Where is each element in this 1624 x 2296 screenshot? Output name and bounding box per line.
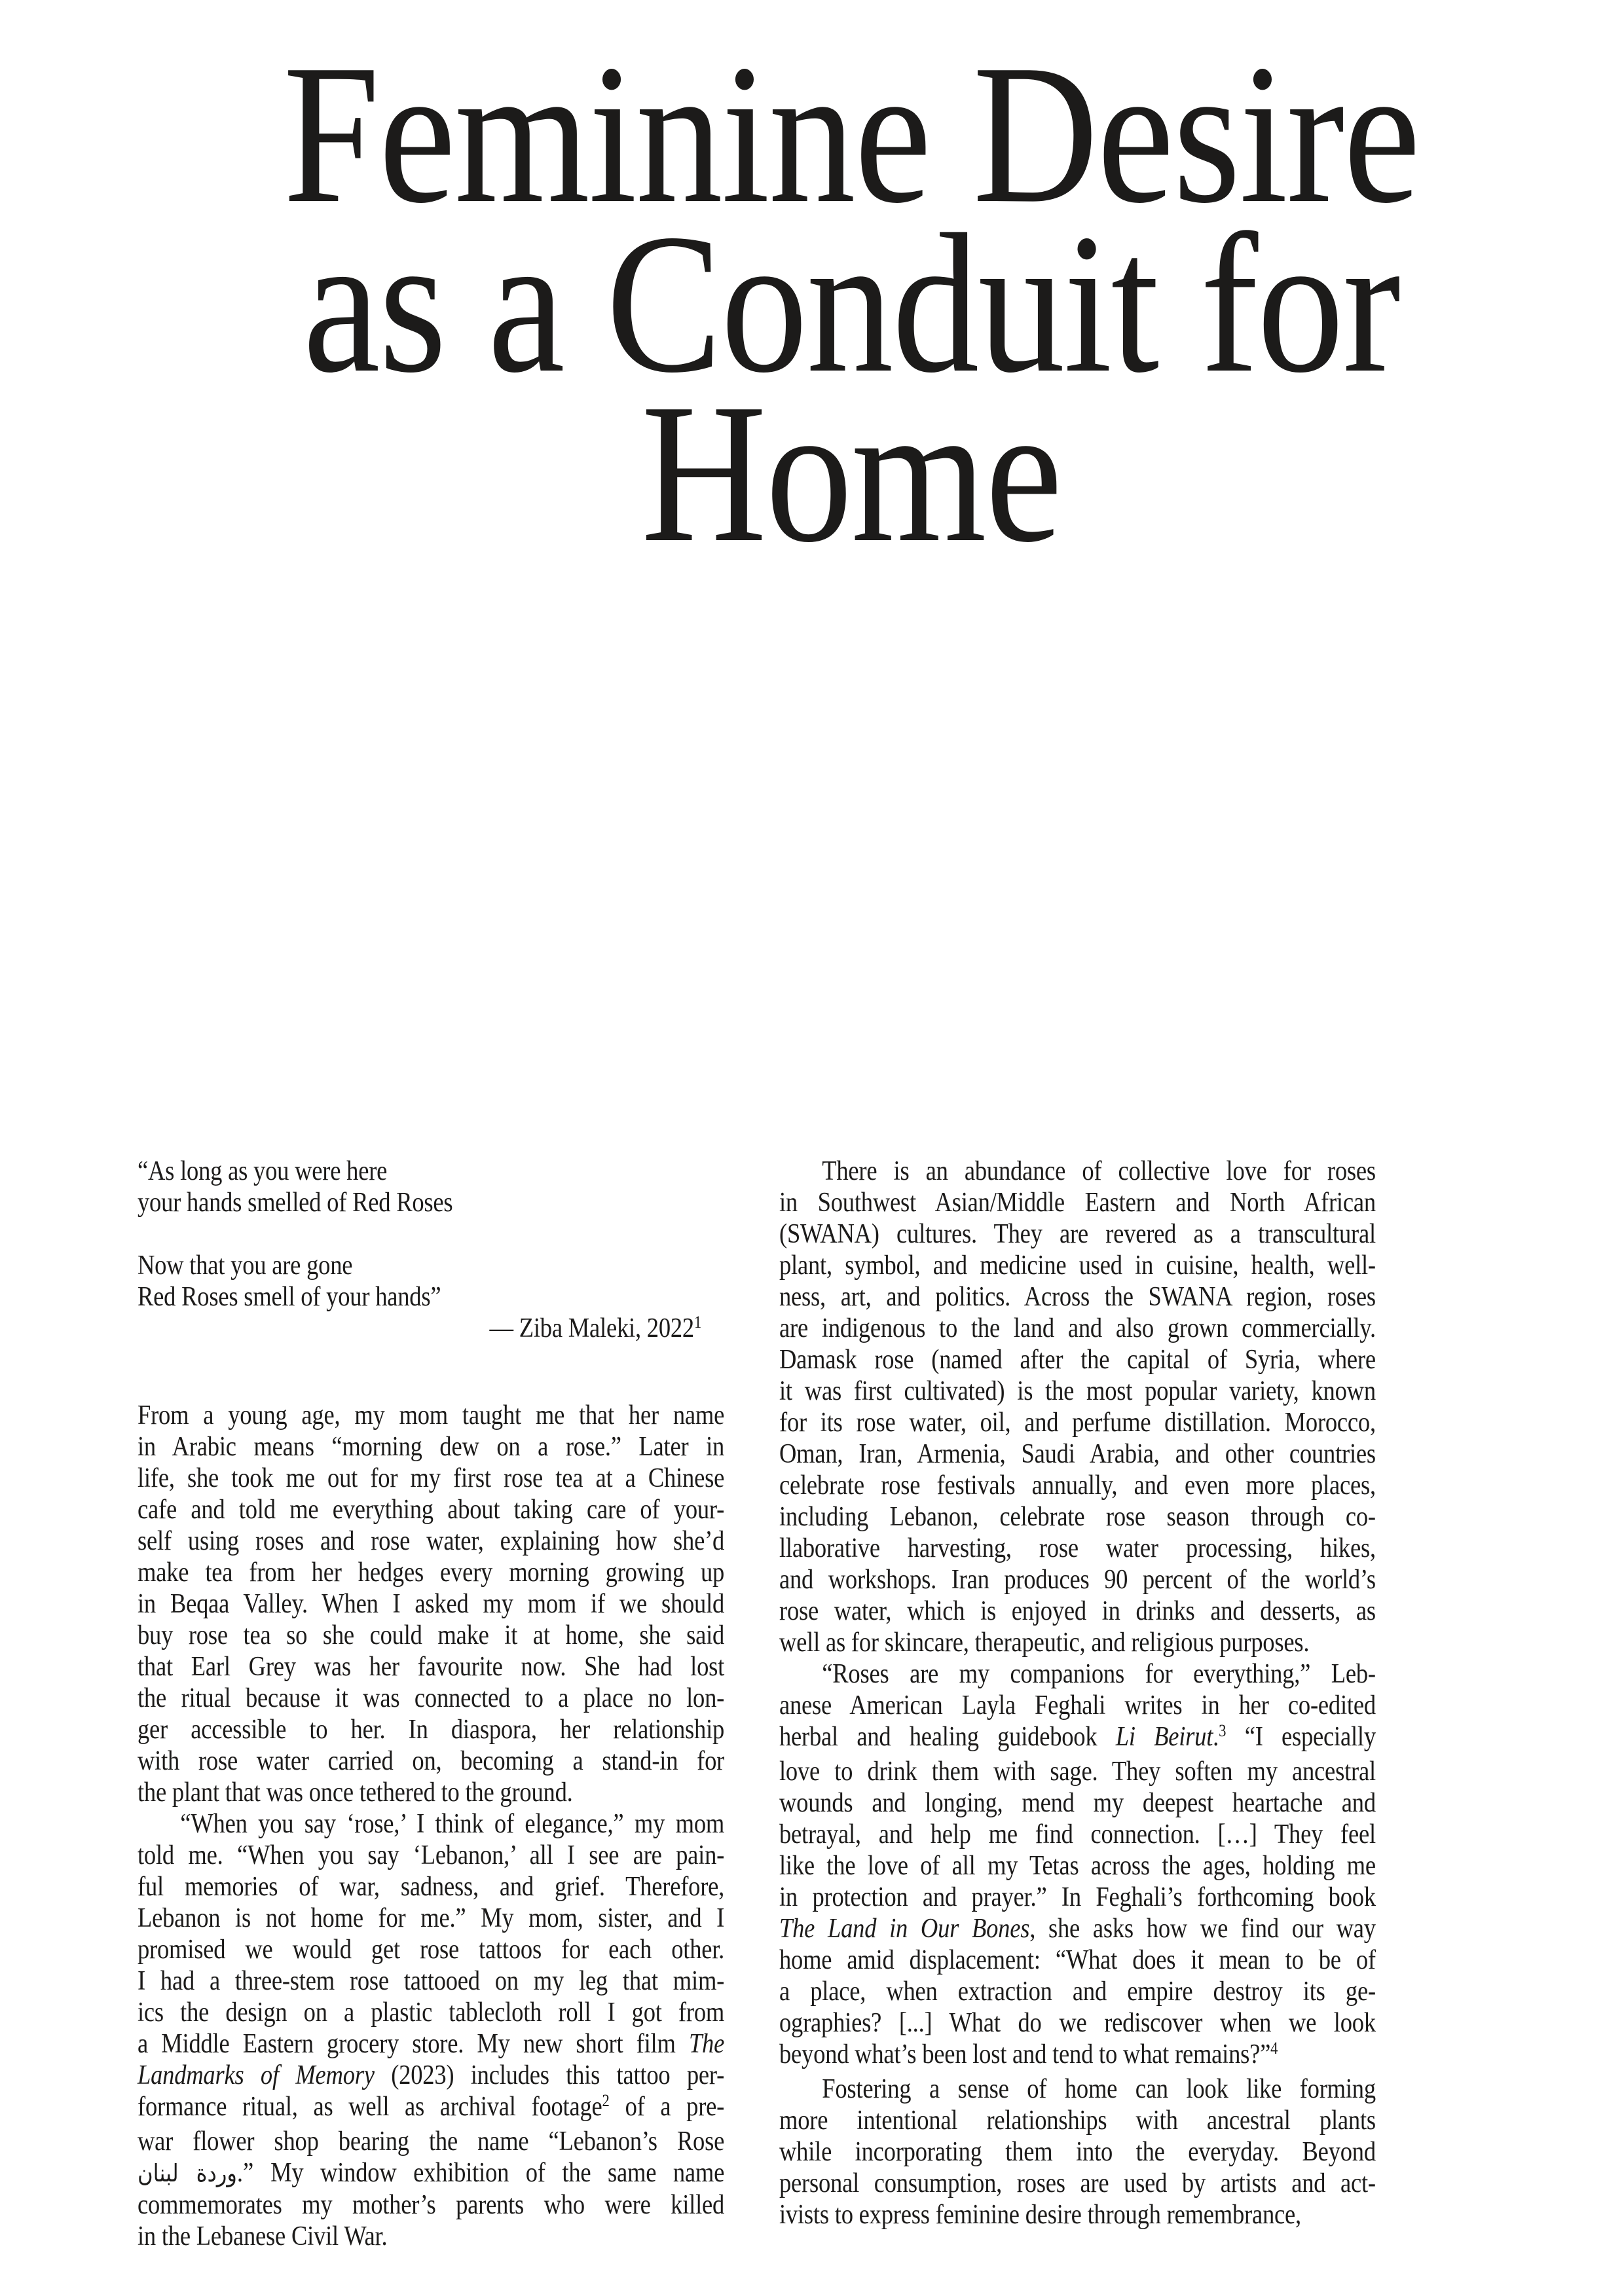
text-line bbox=[138, 1745, 724, 1777]
text-line bbox=[138, 2189, 724, 2221]
text-run: in Southwest Asian/Middle Eastern and North African bbox=[779, 1188, 1376, 1218]
text-run: it was first cultivated) is the most popular variety, known bbox=[779, 1376, 1376, 1406]
text-run: including Lebanon, celebrate rose season through co- bbox=[779, 1502, 1376, 1532]
text-line bbox=[138, 1400, 724, 1431]
text-line bbox=[779, 1156, 1376, 1187]
text-run: ivists to express feminine desire through remembrance, bbox=[779, 2200, 1301, 2230]
text-run: commemorates my mother’s parents who were killed bbox=[138, 2190, 725, 2220]
text-line bbox=[138, 2091, 724, 2126]
text-line bbox=[779, 1344, 1376, 1376]
text-line bbox=[779, 1470, 1376, 1501]
article-title-line: Feminine Desire bbox=[283, 23, 1420, 244]
text-line bbox=[138, 1588, 724, 1620]
text-run: ics the design on a plastic tablecloth roll I got from bbox=[138, 1997, 725, 2028]
text-line bbox=[779, 1595, 1376, 1627]
text-run: There is an abundance of collective love for roses bbox=[822, 1156, 1376, 1186]
text-line bbox=[138, 1997, 724, 2028]
text-line bbox=[138, 1840, 724, 1871]
text-run: the ritual because it was connected to a place no lon- bbox=[138, 1683, 725, 1713]
text-line bbox=[138, 1714, 724, 1745]
text-line bbox=[779, 1850, 1376, 1882]
text-line bbox=[138, 1620, 724, 1651]
text-line bbox=[138, 1651, 724, 1683]
text-run: war flower shop bearing the name “Lebanon’s Rose bbox=[138, 2126, 725, 2157]
text-run: the plant that was once tethered to the ground. bbox=[138, 1777, 573, 1808]
text-line bbox=[138, 1463, 724, 1494]
quote-attribution bbox=[138, 1313, 724, 1347]
text-line bbox=[779, 1787, 1376, 1819]
text-run: celebrate rose festivals annually, and even more places, bbox=[779, 1470, 1376, 1501]
paragraph-5 bbox=[779, 2073, 1376, 2231]
text-line bbox=[138, 1683, 724, 1714]
text-run: llaborative harvesting, rose water processing, hikes, bbox=[779, 1533, 1376, 1563]
text-run: your hands smelled of Red Roses bbox=[138, 1188, 453, 1218]
text-run: Red Roses smell of your hands” bbox=[138, 1282, 441, 1312]
italic-text: The Land in Our Bones bbox=[779, 1914, 1030, 1944]
text-run: ger accessible to her. In diaspora, her relationship bbox=[138, 1715, 725, 1745]
text-line bbox=[138, 1903, 724, 1934]
text-run: (2023) includes this tattoo per- bbox=[374, 2060, 725, 2090]
text-line bbox=[779, 1721, 1376, 1756]
text-line bbox=[779, 1690, 1376, 1721]
text-run: ness, art, and politics. Across the SWANA region, roses bbox=[779, 1282, 1376, 1312]
text-run: rose water, which is enjoyed in drinks and desserts, as bbox=[779, 1596, 1376, 1626]
text-line bbox=[138, 1218, 724, 1250]
text-line bbox=[138, 1808, 724, 1840]
text-run: “When you say ‘rose,’ I think of elegance,” my mom bbox=[180, 1809, 725, 1839]
text-run: betrayal, and help me find connection. […] They feel bbox=[779, 1819, 1376, 1850]
text-line bbox=[779, 1564, 1376, 1595]
text-run: more intentional relationships with ancestral plants bbox=[779, 2105, 1376, 2136]
text-line bbox=[138, 1965, 724, 1997]
text-run: herbal and healing guidebook bbox=[779, 1722, 1116, 1752]
poem-quote bbox=[138, 1156, 724, 1347]
text-run: wounds and longing, mend my deepest heartache and bbox=[779, 1788, 1376, 1818]
footnote-ref: 3 bbox=[1219, 1721, 1227, 1740]
text-line bbox=[779, 1250, 1376, 1281]
text-line bbox=[138, 1525, 724, 1557]
text-run: told me. “When you say ‘Lebanon,’ all I see are pain- bbox=[138, 1840, 725, 1870]
text-run: in Arabic means “morning dew on a rose.” Later in bbox=[138, 1432, 725, 1462]
text-line bbox=[138, 2126, 724, 2157]
text-run: in protection and prayer.” In Feghali’s forthcoming book bbox=[779, 1882, 1376, 1912]
text-line bbox=[779, 1882, 1376, 1913]
text-line bbox=[138, 1934, 724, 1965]
text-run: , she asks how we find our way bbox=[1029, 1914, 1376, 1944]
text-run: personal consumption, roses are used by artists and act- bbox=[779, 2168, 1376, 2198]
article-title bbox=[179, 23, 1523, 583]
text-line bbox=[779, 1944, 1376, 1976]
paragraph-1 bbox=[138, 1400, 724, 1808]
text-line bbox=[138, 1156, 724, 1187]
text-line bbox=[779, 1313, 1376, 1344]
text-run: while incorporating them into the everyday. Beyond bbox=[779, 2137, 1376, 2167]
text-run: life, she took me out for my first rose tea at a Chinese bbox=[138, 1463, 725, 1493]
text-run: and workshops. Iran produces 90 percent of the world’s bbox=[779, 1565, 1376, 1595]
italic-text: Landmarks of Memory bbox=[138, 2060, 375, 2090]
text-run: .” My window exhibition of the same name bbox=[236, 2158, 725, 2188]
footnote-ref: 4 bbox=[1270, 2039, 1278, 2058]
text-line bbox=[779, 1218, 1376, 1250]
text-run: Fostering a sense of home can look like forming bbox=[822, 2074, 1376, 2104]
text-run: for its rose water, oil, and perfume distillation. Morocco, bbox=[779, 1408, 1376, 1438]
text-line bbox=[779, 1533, 1376, 1564]
paragraph-4 bbox=[779, 1658, 1376, 2073]
text-line bbox=[779, 1281, 1376, 1313]
text-line bbox=[779, 1756, 1376, 1787]
text-run: Now that you are gone bbox=[138, 1250, 353, 1281]
text-line bbox=[779, 2007, 1376, 2039]
text-run: well as for skincare, therapeutic, and religious purposes. bbox=[779, 1628, 1310, 1658]
text-line bbox=[138, 2028, 724, 2060]
text-run: (SWANA) cultures. They are revered as a transcultural bbox=[779, 1219, 1376, 1249]
text-line bbox=[138, 1557, 724, 1588]
text-run: self using roses and rose water, explaining how she’d bbox=[138, 1526, 725, 1556]
text-line bbox=[138, 2157, 724, 2189]
text-run: “I especially bbox=[1226, 1722, 1376, 1752]
text-run: Damask rose (named after the capital of Syria, where bbox=[779, 1345, 1376, 1375]
footnote-ref: 1 bbox=[693, 1313, 702, 1332]
footnote-ref: 2 bbox=[602, 2091, 610, 2110]
text-run: beyond what’s been lost and tend to what remains?” bbox=[779, 2039, 1271, 2069]
text-run: formance ritual, as well as archival footage bbox=[138, 2092, 602, 2122]
text-run: ful memories of war, sadness, and grief. Therefore, bbox=[138, 1872, 725, 1902]
paragraph-3 bbox=[779, 1156, 1376, 1658]
arabic-text: وردة لبنان bbox=[138, 2159, 237, 2187]
text-line bbox=[779, 2199, 1376, 2231]
article-title-line: as a Conduit for bbox=[303, 192, 1400, 414]
text-run: . bbox=[1213, 1722, 1219, 1752]
text-run: plant, symbol, and medicine used in cuisine, health, well- bbox=[779, 1250, 1376, 1281]
text-line bbox=[779, 2105, 1376, 2136]
text-run: in Beqaa Valley. When I asked my mom if we should bbox=[138, 1589, 725, 1619]
paragraph-2 bbox=[138, 1808, 724, 2252]
text-run: “As long as you were here bbox=[138, 1156, 388, 1186]
text-run: in the Lebanese Civil War. bbox=[138, 2221, 388, 2251]
text-run: buy rose tea so she could make it at home, she said bbox=[138, 1620, 725, 1650]
text-line bbox=[138, 1281, 724, 1313]
text-line bbox=[779, 1819, 1376, 1850]
text-line bbox=[779, 1913, 1376, 1944]
text-run: home amid displacement: “What does it mean to be of bbox=[779, 1945, 1376, 1975]
text-line bbox=[779, 2136, 1376, 2168]
text-run: ographies? [...] What do we rediscover when we look bbox=[779, 2008, 1376, 2038]
text-run: make tea from her hedges every morning growing up bbox=[138, 1558, 725, 1588]
text-run: “Roses are my companions for everything,” Leb- bbox=[822, 1659, 1376, 1689]
text-line bbox=[138, 1250, 724, 1281]
text-line bbox=[138, 1777, 724, 1808]
text-line bbox=[779, 1976, 1376, 2007]
text-column-right bbox=[779, 1156, 1376, 2231]
text-run: of a pre- bbox=[609, 2092, 725, 2122]
text-line bbox=[779, 1501, 1376, 1533]
text-run: with rose water carried on, becoming a stand-in for bbox=[138, 1746, 725, 1776]
text-line bbox=[779, 1376, 1376, 1407]
text-run: anese American Layla Feghali writes in her co-edited bbox=[779, 1690, 1376, 1721]
text-line bbox=[138, 1431, 724, 1463]
text-column-left bbox=[138, 1156, 724, 2252]
text-line bbox=[138, 1871, 724, 1903]
text-run: a place, when extraction and empire destroy its ge- bbox=[779, 1977, 1376, 2007]
text-run: I had a three-stem rose tattooed on my leg that mim- bbox=[138, 1966, 725, 1996]
text-run: love to drink them with sage. They soften my ancestral bbox=[779, 1757, 1376, 1787]
italic-text: The bbox=[688, 2029, 725, 2059]
text-run: From a young age, my mom taught me that her name bbox=[138, 1400, 725, 1430]
text-run: like the love of all my Tetas across the ages, holding me bbox=[779, 1851, 1376, 1881]
text-line bbox=[779, 2039, 1376, 2073]
text-run: that Earl Grey was her favourite now. She had lost bbox=[138, 1652, 725, 1682]
text-run: Oman, Iran, Armenia, Saudi Arabia, and other countries bbox=[779, 1439, 1376, 1469]
text-line bbox=[779, 1187, 1376, 1218]
text-line bbox=[779, 1438, 1376, 1470]
text-line bbox=[779, 1658, 1376, 1690]
text-line bbox=[779, 2073, 1376, 2105]
text-run: promised we would get rose tattoos for each other. bbox=[138, 1935, 725, 1965]
text-run: cafe and told me everything about taking care of your- bbox=[138, 1495, 725, 1525]
article-title-line: Home bbox=[641, 362, 1061, 583]
text-run: are indigenous to the land and also grown commercially. bbox=[779, 1313, 1376, 1343]
text-line bbox=[779, 1627, 1376, 1658]
italic-text: Li Beirut bbox=[1115, 1722, 1213, 1752]
text-line bbox=[138, 2221, 724, 2252]
text-line bbox=[138, 1187, 724, 1218]
text-line bbox=[779, 1407, 1376, 1438]
text-line bbox=[138, 2060, 724, 2091]
text-run: — Ziba Maleki, 2022 bbox=[489, 1313, 694, 1343]
text-line bbox=[779, 2168, 1376, 2199]
text-run: Lebanon is not home for me.” My mom, sister, and I bbox=[138, 1903, 725, 1933]
text-line bbox=[138, 1494, 724, 1525]
text-run: a Middle Eastern grocery store. My new short film bbox=[138, 2029, 689, 2059]
